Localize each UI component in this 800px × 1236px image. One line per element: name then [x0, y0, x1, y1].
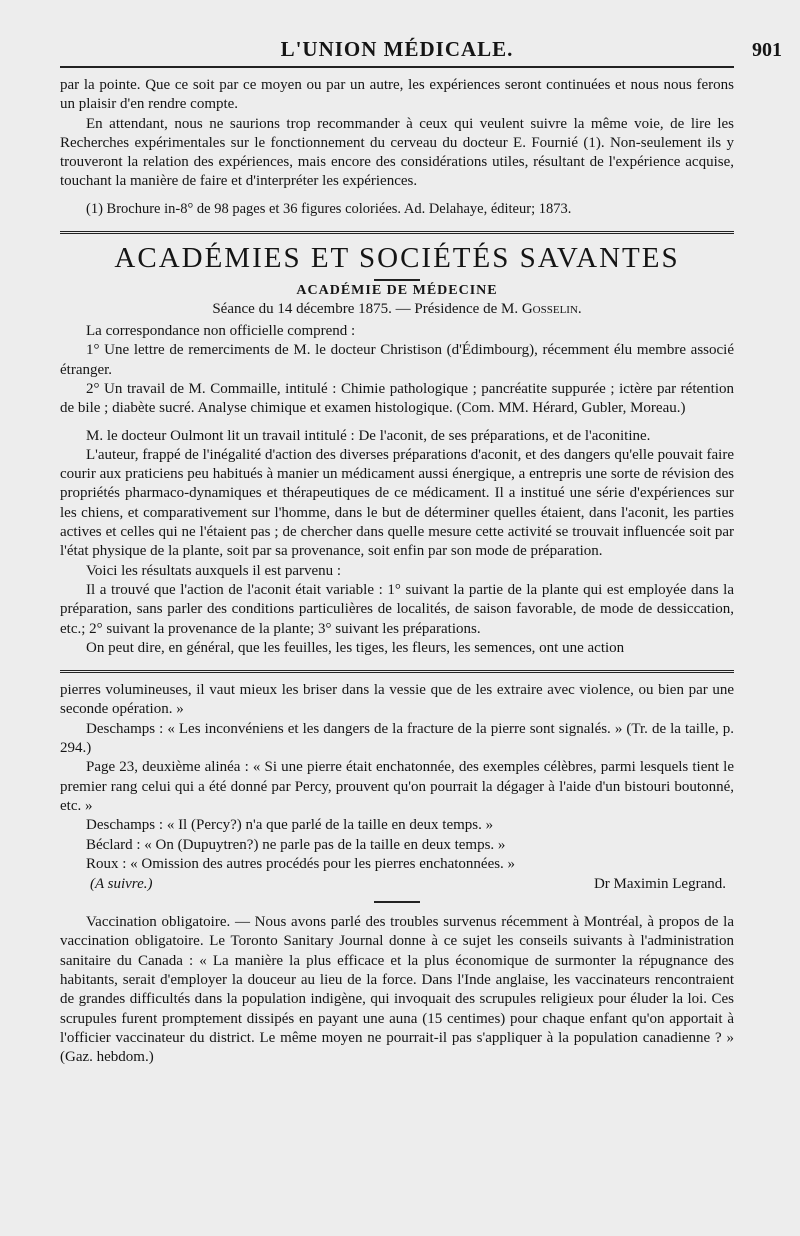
section-heading: ACADÉMIES ET SOCIÉTÉS SAVANTES [114, 242, 680, 275]
signature-line [60, 876, 734, 893]
continued-paragraph-1: pierres volumineuses, il vaut mieux les briser dans la vessie que de les extraire avec violence, ou bien par une seconde opération. » [60, 682, 734, 718]
continued-paragraph-6: Roux : « Omission des autres procédés pour les pierres enchatonnées. » [86, 855, 516, 872]
feuilleton-divider [60, 670, 734, 673]
correspondance-item-2: 2° Un travail de M. Commaille, intitulé : Chimie pathologique ; pancréatite suppurée ; ictère par rétention de bile ; diabète sucré. Analyse chimique et examen histologique. (Com. MM. Hérard, Gubler, Moreau.) [60, 380, 734, 417]
paragraph-experiences: par la pointe. Que ce soit par ce moyen ou par un autre, les expériences seront continuées et nous nous ferons un plaisir d'en rendre compte. [60, 77, 734, 113]
journal-title: L'UNION MÉDICALE. [280, 37, 514, 61]
continued-paragraph-4: Deschamps : « Il (Percy?) n'a que parlé de la taille en deux temps. » [86, 817, 494, 834]
continued-paragraph-2: Deschamps : « Les inconvéniens et les dangers de la fracture de la pierre sont signalés. » (Tr. de la taille, p. 294.) [60, 720, 734, 757]
seance-line [60, 301, 734, 318]
paragraph-recommandation: En attendant, nous ne saurions trop recommander à ceux qui veulent suivre la même voie, de lire les Recherches expérimentales sur le fonctionnement du cerveau du docteur E. Fournié (1). Non-seulement ils y trouveront la relation des expériences, mais encore des considérations utiles, résultant de l'expérience acquise, touchant la manière de faire et d'interpréter les expériences. [60, 115, 734, 190]
continued-paragraph-5: Béclard : « On (Dupuytren?) ne parle pas de la taille en deux temps. » [86, 836, 506, 853]
signature-rule [374, 901, 420, 903]
continued-paragraph-3: Page 23, deuxième alinéa : « Si une pierre était enchatonnée, des exemples célèbres, parmi lesquels tient le premier rang celui qui a été donné par Percy, prouvent qu'on pourrait la dégager à l'aide d'un bistouri boutonné, etc. » [60, 759, 734, 814]
oulmont-paragraph: M. le docteur Oulmont lit un travail intitulé : De l'aconit, de ses préparations, et de l'aconitine. [86, 427, 651, 444]
author-signature: Dr Maximin Legrand. [593, 876, 726, 893]
section-subheading: ACADÉMIE DE MÉDECINE [296, 283, 498, 299]
section-divider [60, 231, 734, 234]
seance-text: Séance du 14 décembre 1875. — Présidence de M. [212, 301, 519, 318]
page-header [60, 0, 782, 68]
on-peut-paragraph: On peut dire, en général, que les feuilles, les tiges, les fleurs, les semences, ont une action [86, 639, 625, 656]
correspondance-item-1: 1° Une lettre de remerciments de M. le docteur Christison (d'Édimbourg), récemment élu membre associé étranger. [60, 342, 734, 378]
resultats-paragraph: Il a trouvé que l'action de l'aconit était variable : 1° suivant la partie de la plante qui est employée dans la préparation, sans parler des conditions particulières de localités, de saison favorable, de mode de dessiccation, etc.; 2° suivant la provenance de la plante; 3° suivant les préparations. [60, 581, 734, 637]
a-suivre: (A suivre.) [90, 876, 153, 893]
seance-president: Gosselin. [521, 301, 582, 318]
footnote: (1) Brochure in-8° de 98 pages et 36 figures coloriées. Ad. Delahaye, éditeur; 1873. [86, 200, 572, 217]
page-number: 901 [752, 39, 782, 61]
auteur-paragraph: L'auteur, frappé de l'inégalité d'action des diverses préparations d'aconit, et des dangers qu'elle pouvait faire courir aux praticiens peu habitués à manier un médicament aussi énergique, a entrepris une sorte de révision des propriétés pharmaco-dynamiques et thérapeutiques de ce médicament. Il a institué une série d'expériences sur les chiens, et comparativement sur l'homme, dans le but de déterminer quelles étaient, dans l'aconit, les parties actives et celles qui ne l'étaient pas ; de chercher dans quelle mesure cette activité se trouvait influencée soit par l'état physique de la plante, soit par sa provenance, soit enfin par son mode de préparation. [60, 446, 734, 560]
heading-rule [374, 279, 420, 281]
vaccination-paragraph: Vaccination obligatoire. — Nous avons parlé des troubles survenus récemment à Montréal, à propos de la vaccination obligatoire. Le Toronto Sanitary Journal donne à ce sujet les conseils suivants à l'administration sanitaire du Canada : « La manière la plus efficace et la plus économique de surmonter la répugnance des habitants, serait d'employer la douceur au lieu de la force. Dans l'Inde anglaise, les vaccinateurs rencontraient de grandes difficultés dans la population indigène, qui invoquait des scrupules religieux pour éluder la loi. Ces scrupules furent promptement dissipés en payant une auna (15 centimes) pour chaque enfant qu'on apportait à l'officier vaccinateur du district. Le même moyen ne pourrait-il pas s'appliquer à la population canadienne ? » (Gaz. hebdom.) [60, 914, 734, 1066]
resultats-intro: Voici les résultats auxquels il est parvenu : [86, 562, 342, 579]
correspondance-intro: La correspondance non officielle comprend : [86, 323, 356, 340]
